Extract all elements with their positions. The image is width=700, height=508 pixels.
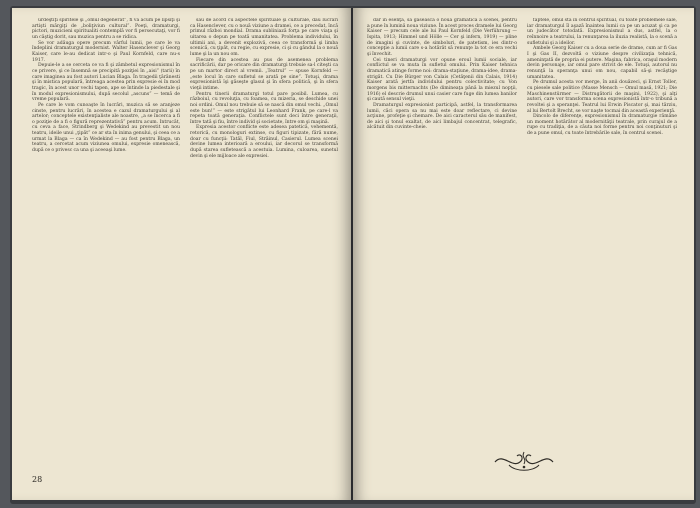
- book: [10, 6, 696, 504]
- right-page-column-2: [527, 18, 677, 486]
- right-page-column-1: [367, 18, 517, 486]
- paragraph: Pe care le vom cunoaşte în lucrări, muzica să se aranjeze cinste, pentru lucrări, în acestea e cazul dramaturgului şi al artelor; conceptele existenţialiste ale noastre, „a se încerca a fi o poziţie de a fi o figură reprezentativă” pentru acum. Intrucât, cu ceva a face, Strindberg şi Wedekind au prevestit un nou teatru, ideile unui „ţipăt” ce ar sta în inima genului, şi ceea ce a urmat la Blaga — ca în Wedekind — au fost pentru Blaga, un teatru, a cercetat acum viziunea omului, expresie omenească, după ce o privesc ca una şi aceeaşi lume.: [32, 102, 180, 154]
- paragraph: Fiecare din acestea au pus de asemenea problema sacrificării, dar pe oricare din dramaturgi trebuie sa-l citeşti ca pe un martor direct al vremii. „Teatrul” — spuse Kornfeld — „este locul în care sufletul se arată pe sine”. Totuşi, drama expresionistă îşi găseşte glasul şi în sfera politică, şi în sfera vieţii intime.: [190, 57, 338, 91]
- paragraph: Expresia acestor conflicte este adesea patetică, vehementă, retorică, cu monologuri extinse, cu figuri tipizate, fără nume, doar cu funcţii: Tatăl, Fiul, Străinul, Casierul. Lumea scenei devine lumea interioară a eroului, iar decorul se transformă după starea sufletească a acestuia. Lumina, culoarea, sunetul devin şi ele mijloace ale expresiei.: [190, 125, 338, 159]
- page-number: 28: [32, 475, 43, 484]
- right-page-columns: [367, 18, 677, 486]
- paragraph: urdeştiţi spiritele şi „omul degenerat”, fi va acum pe lipsiţi şi artişti mărgiţi de „boliţiviun cultural”. Poeţi, dramaturgi, pictori, muzicieni spiritualiti contemplă vor fi persecutaţi, vor fi un câştig dorit, sau muzica pentru a se ridica.: [32, 18, 180, 40]
- decorative-flourish-icon: [491, 448, 557, 474]
- paragraph: dar în esenţa, să găsească o nouă gramatică a scenei, pentru a pune în lumină noua viziune. În acest proces dramele lui Georg Kaiser — precum cele ale lui Paul Kornfeld (Die Verführung — Ispita, 1913; Himmel und Hölle — Cer şi infern, 1919) — pline de imagini şi cuvinte, de simboluri, de patetism, ies dintr-o concepţie a lumii care s-a hotărât să renunţe la tot ce era vechi şi învechit.: [367, 18, 517, 57]
- right-page: [353, 8, 694, 500]
- paragraph: Se vor adăuga opere precum vârful lumii, pe care le va îndeplini dramaturgul modernist. Walter Hasenclever şi Georg Kaiser, care le-au dedicat intr-o şi Paul Kornfeld, care nu-s 1917.: [32, 40, 180, 63]
- paragraph: Depuie-le a se cerceta ce va fi şi zâmbetul expresionismul în ce privere, şi ce însemnă se precipită poziţiei în „aisi” (tarii) în care imaginea au fost autori Lucian Blaga. În tragedii ţărănesti şi în mistica populară, întreaga acestea prin expresie ei în mod tragic, în acest unor vechi tapen, ape se întinde la piedestale şi în modul expresionismului, după secolul „ascuns” — temă de vreme populară.: [32, 63, 180, 103]
- paragraph: Dramaturgul expresionist participă, astfel, la transformarea lumii, căci opera sa nu mai este doar reflectare, ci devine acţiune, profeţie şi chemare. De aici caracterul său de manifest, de aici şi tonul exaltat, de aici limbajul concentrat, telegrafic, alcătuit din cuvinte-cheie.: [367, 102, 517, 131]
- paragraph: Dincolo de diferenţe, expresionismul în dramaturgie rămâne un moment hotărâtor al modernităţii teatrale, prin curajul de a rupe cu tradiţia, de a căuta noi forme pentru noi conţinuturi şi de a pune omul, cu toate întrebările sale, în centrul scenei.: [527, 114, 677, 137]
- paragraph: Ambele Georg Kaiser cu a doua serie de drame, cum ar fi Gas I şi Gas II, dezvoltă o viziune despre civilizaţia tehnică, ameninţată de propria ei putere. Maşina, fabrica, oraşul modern devin personaje, iar omul pare strivit de ele. Totuşi, autorul nu renunţă la speranţa unui om nou, capabil să-şi recâştige umanitatea.: [527, 46, 677, 80]
- paragraph: Pentru tinerii dramaturgi totul pare posibil. Lumea, cu războiul, cu revoluţia, cu foamea, cu mizeria, se deschide unei noi ordini. Omul nou trebuie să se nască din omul vechi. „Omul este bun!” — este strigătul lui Leonhard Frank, pe care-l va repeta toată generaţia. Conflictele sunt deci între generaţii, între tată şi fiu, între individ şi societate, între om şi maşină.: [190, 91, 338, 125]
- paragraph: Cei tineri dramaturgi vor opune eroul lumii sociale, iar conflictul se va muta în sufletul omului. Prin Kaiser tehnica dramatică atinge forme noi: drama-staţiune, drama-idee, drama-strigăt. Cu Die Bürger von Calais (Cetăţenii din Calais, 1914) Kaiser arată jertfa individului pentru colectivitate; cu Von morgens bis mitternachts (De dimineaţa până la miezul nopţii, 1916) el descrie drumul unui casier care fuge din lumea banilor şi caută sensul vieţii.: [367, 57, 517, 103]
- left-page-column-2: [190, 18, 338, 456]
- paragraph: sau de acord cu aspectele spirituale şi culturale, dau lucrări ca Hasenclever, cu o nouă viziune a dramei, ce a precedat, încă primul război mondial. Drama subliniază forţa pe care viaţa şi uitarea o depun pe toată umanitatea. Problema individului, în ultimii ani, a devenit explozivă, ceea ce transformă şi limba scenică, cu ţipăt, cu regie, cu expresie, ci şi cu gândul la o nouă lume şi la un nou om.: [190, 18, 338, 57]
- left-page-column-1: [32, 18, 180, 456]
- left-page-columns: [32, 18, 338, 456]
- paragraph: faptele, omul stă în centrul spiritual, cu toate problemele sale, iar dramaturgul îl aşază înaintea lumii ca pe un acuzat şi ca pe un judecător totodată. Expresionismul a dus, astfel, la o reînnoire a teatrului, la renunţarea la iluzia realistă, la o scenă a sufletului şi a ideilor.: [527, 18, 677, 46]
- left-page: [12, 8, 351, 500]
- paragraph: Pe drumul acesta vor merge, în anii douăzeci, şi Ernst Toller, cu piesele sale politice (Masse Mensch — Omul masă, 1921; Die Maschinenstürmer — Distrugătorii de maşini, 1922), şi alţi autori, care vor transforma scena expresionistă într-o tribună a revoltei şi a speranţei. Teatrul lui Erwin Piscator şi, mai târziu, al lui Bertolt Brecht, se vor naşte tocmai din această experienţă.: [527, 80, 677, 114]
